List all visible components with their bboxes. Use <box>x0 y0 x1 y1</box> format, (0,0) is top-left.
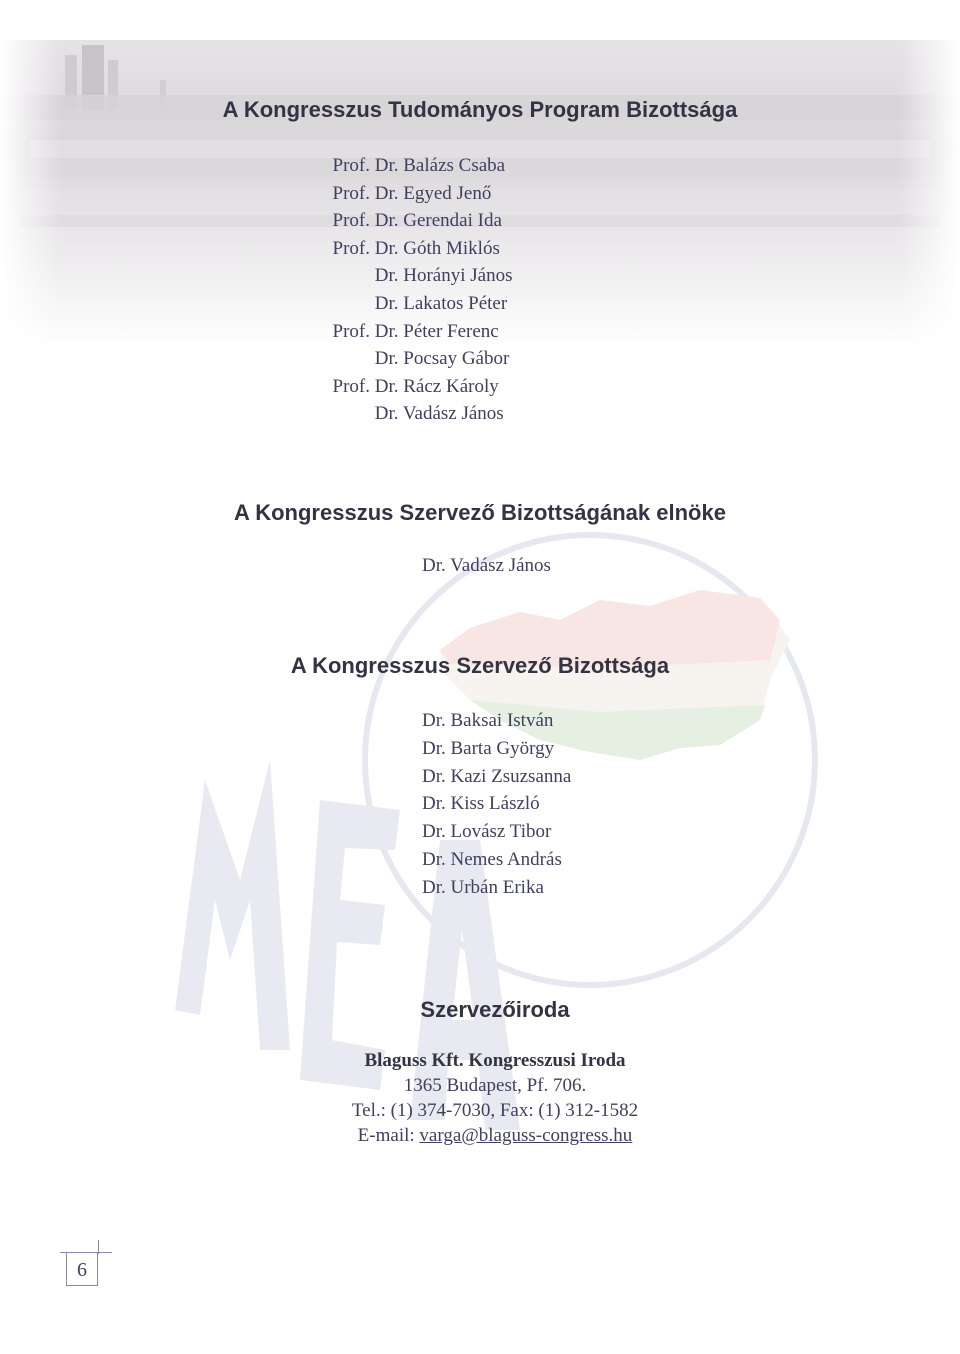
list-item <box>282 373 512 401</box>
list-item: Dr. Barta György <box>422 737 555 759</box>
member-name: Horányi János <box>403 265 513 287</box>
member-dr: Dr. <box>374 210 399 232</box>
email-link[interactable]: varga@blaguss-congress.hu <box>419 1125 633 1146</box>
office-phone-fax: Tel.: (1) 374-7030, Fax: (1) 312-1582 <box>351 1100 639 1121</box>
page-number-tick <box>98 1240 99 1254</box>
list-item <box>282 207 512 235</box>
office-address: 1365 Budapest, Pf. 706. <box>403 1075 587 1096</box>
organizing-committee-title: A Kongresszus Szervező Bizottsága <box>290 653 670 678</box>
member-dr: Dr. <box>374 292 399 314</box>
member-dr: Dr. <box>374 375 399 397</box>
member-name: Vadász János <box>402 403 504 425</box>
scientific-committee-title: A Kongresszus Tudományos Program Bizottsága <box>222 97 738 122</box>
member-title: Prof. <box>332 182 370 204</box>
email-label: E-mail: <box>357 1125 415 1146</box>
member-title: Prof. <box>332 155 370 176</box>
list-item: Dr. Kiss László <box>422 793 540 815</box>
office-email-line <box>0 1123 960 1148</box>
member-name: Balázs Csaba <box>403 155 506 176</box>
office-contact <box>0 1048 960 1148</box>
organizing-committee-list <box>422 707 571 902</box>
member-name: Péter Ferenc <box>403 320 499 342</box>
list-item <box>282 400 512 428</box>
list-item <box>282 152 512 180</box>
member-dr: Dr. <box>374 182 399 204</box>
member-dr: Dr. <box>374 320 399 342</box>
list-item: Dr. Lovász Tibor <box>422 821 552 843</box>
member-dr: Dr. <box>374 265 399 287</box>
list-item: Dr. Baksai István <box>422 710 554 731</box>
member-dr: Dr. <box>374 403 399 425</box>
list-item: Dr. Nemes András <box>422 848 562 870</box>
member-title: Prof. <box>332 375 370 397</box>
list-item <box>282 180 512 208</box>
member-name: Lakatos Péter <box>403 292 508 314</box>
organizing-chair-name: Dr. Vadász János <box>422 555 551 576</box>
member-name: Gerendai Ida <box>403 210 502 232</box>
member-name: Góth Miklós <box>403 237 500 259</box>
office-title: Szervezőiroda <box>420 997 570 1022</box>
organizing-chair-title: A Kongresszus Szervező Bizottságának elnöke <box>234 500 726 525</box>
list-item <box>282 290 512 318</box>
page-number: 6 <box>66 1252 98 1286</box>
office-company: Blaguss Kft. Kongresszusi Iroda <box>364 1050 626 1071</box>
scientific-committee-list <box>282 152 512 428</box>
member-title: Prof. <box>332 210 370 232</box>
list-item <box>282 318 512 346</box>
member-name: Rácz Károly <box>403 375 499 397</box>
member-name: Egyed Jenő <box>403 182 492 204</box>
member-dr: Dr. <box>374 155 399 176</box>
list-item <box>282 262 512 290</box>
list-item: Dr. Urbán Erika <box>422 876 544 898</box>
member-name: Pocsay Gábor <box>403 348 510 370</box>
member-title: Prof. <box>332 320 370 342</box>
member-title: Prof. <box>332 237 370 259</box>
list-item <box>282 345 512 373</box>
list-item <box>282 235 512 263</box>
list-item: Dr. Kazi Zsuzsanna <box>422 765 572 787</box>
member-dr: Dr. <box>374 348 399 370</box>
member-dr: Dr. <box>374 237 399 259</box>
